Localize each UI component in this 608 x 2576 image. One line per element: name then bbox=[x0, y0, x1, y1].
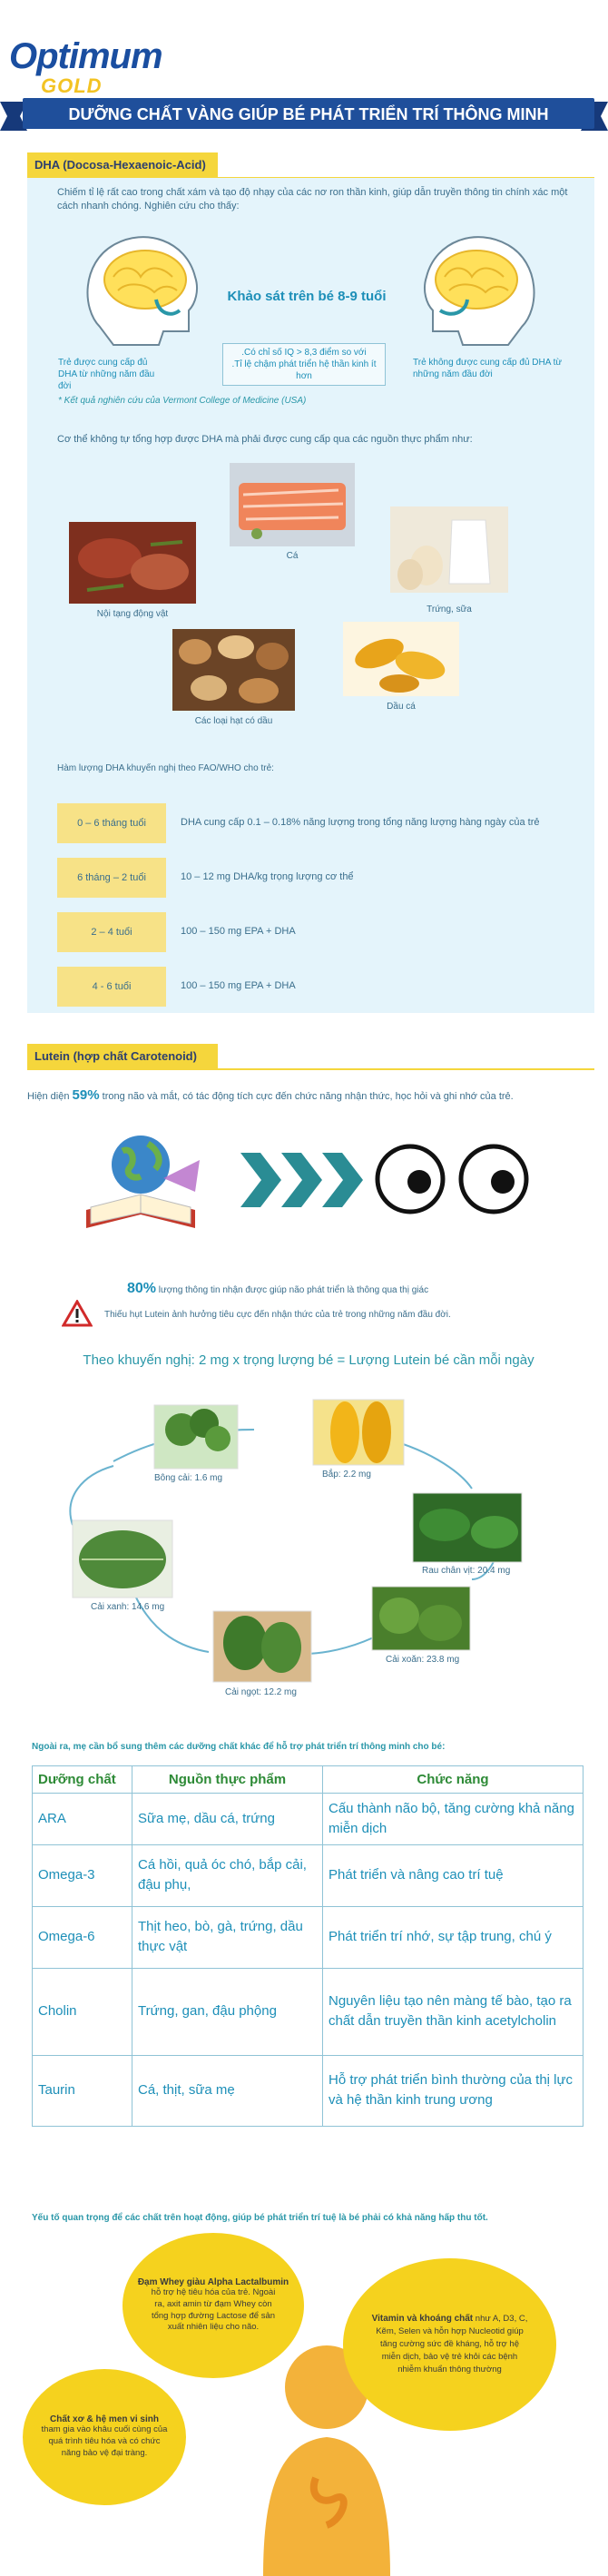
organ-meat-image bbox=[69, 522, 196, 604]
table-header-row bbox=[33, 1766, 583, 1794]
food-label-fish: Cá bbox=[286, 551, 299, 561]
table-header-cell: Nguồn thực phẩm bbox=[132, 1766, 323, 1794]
table-row bbox=[33, 1906, 583, 1968]
dha-age-row: 4 - 6 tuổi bbox=[57, 967, 166, 1007]
veg-label: Bắp: 2.2 mg bbox=[322, 1470, 371, 1480]
veg-label: Rau chân vịt: 20.4 mg bbox=[422, 1566, 511, 1576]
bubble-fiber-text: tham gia vào khâu cuối cùng của quá trình tiêu hóa và có chức năng bảo vệ đại tràng. bbox=[41, 2424, 168, 2458]
function-cell: Hỗ trợ phát triển bình thường của thị lực và hệ thần kinh trung ương bbox=[323, 2055, 583, 2126]
brain-head-icon bbox=[413, 227, 549, 354]
dha-section-header bbox=[27, 152, 594, 179]
bubble-whey-title: Đạm Whey giàu Alpha Lactalbumin bbox=[137, 2276, 289, 2287]
dha-amount: DHA cung cấp 0.1 – 0.18% năng lượng trong tổng năng lượng hàng ngày của trẻ bbox=[181, 817, 540, 828]
nutrient-cell: Omega-3 bbox=[33, 1844, 132, 1906]
warning-icon bbox=[62, 1300, 93, 1327]
bubble-whey bbox=[123, 2233, 304, 2378]
salmon-image bbox=[230, 463, 355, 546]
presence-prefix: Hiện diện bbox=[27, 1091, 73, 1102]
table-row bbox=[33, 1794, 583, 1845]
broccoli-image bbox=[154, 1405, 238, 1469]
absorb-intro: Yếu tố quan trọng để các chất trên hoạt động, giúp bé phát triển trí tuệ là bé phải có khả năng hấp thu tốt. bbox=[32, 2213, 488, 2223]
bubble-whey-text: hỗ trợ hệ tiêu hóa của trẻ. Ngoài ra, axit amin từ đạm Whey còn tổng hợp đường Lactose để sản xuất nhiên liệu cho não. bbox=[151, 2286, 276, 2333]
nutrient-cell: Cholin bbox=[33, 1968, 132, 2055]
bubble-vitamin-text bbox=[370, 2313, 529, 2375]
nutrient-cell: Omega-6 bbox=[33, 1906, 132, 1968]
dha-age-row: 0 – 6 tháng tuổi bbox=[57, 803, 166, 843]
table-header-cell: Chức năng bbox=[323, 1766, 583, 1794]
book-globe-icon bbox=[77, 1124, 204, 1242]
bok-choy-image bbox=[213, 1611, 311, 1682]
source-cell: Sữa mẹ, dầu cá, trứng bbox=[132, 1794, 323, 1845]
dha-sources-intro: Cơ thể không tự tổng hợp được DHA mà phải được cung cấp qua các nguồn thực phẩm như: bbox=[57, 434, 473, 445]
survey-note-2: .Tỉ lệ chậm phát triển hệ thần kinh ít hơn bbox=[231, 359, 377, 381]
page-title: DƯỠNG CHẤT VÀNG GIÚP BÉ PHÁT TRIỂN TRÍ THÔNG MINH bbox=[68, 105, 549, 123]
left-caption: Trẻ được cung cấp đủ DHA từ những năm đầu đời bbox=[58, 358, 155, 391]
food-label-egg-milk: Trứng, sữa bbox=[427, 605, 472, 615]
nutrient-table bbox=[32, 1765, 583, 2127]
nuts-image bbox=[172, 629, 295, 711]
lutein-header-label: Lutein (hợp chất Carotenoid) bbox=[27, 1044, 218, 1068]
food-label-organ: Nội tạng động vật bbox=[96, 609, 169, 619]
veg-label: Cải xanh: 14.6 mg bbox=[91, 1602, 165, 1612]
food-label-nuts: Các loại hạt có dầu bbox=[194, 716, 273, 726]
lutein-header-line bbox=[27, 1068, 594, 1070]
spinach-image bbox=[413, 1493, 522, 1562]
corn-image bbox=[313, 1400, 404, 1465]
lutein-formula: Theo khuyến nghị: 2 mg x trọng lượng bé = Lượng Lutein bé cần mỗi ngày bbox=[83, 1352, 534, 1368]
veg-label: Bông cải: 1.6 mg bbox=[154, 1473, 223, 1483]
source-cell: Cá, thịt, sữa mẹ bbox=[132, 2055, 323, 2126]
percent-80-text: lượng thông tin nhận được giúp não phát triển là thông qua thị giác bbox=[156, 1285, 429, 1295]
dha-age-row: 6 tháng – 2 tuổi bbox=[57, 858, 166, 898]
logo-gold-text: GOLD bbox=[41, 74, 103, 97]
bubble-vitamin-body: như A, D3, C, Kẽm, Selen và hỗn hợp Nucleotid giúp tăng cường sức đề kháng, hỗ trợ hệ miễn dịch, bảo vệ trẻ khỏi các bệnh nhiễm khuẩn thông thường bbox=[376, 2314, 528, 2374]
logo-main-text: Optimum bbox=[9, 36, 162, 76]
dha-intro: Chiếm tỉ lệ rất cao trong chất xám và tạo độ nhạy của các nơ ron thần kinh, giúp dẫn truyền thông tin chính xác một cách nhanh chóng. Nghiên cứu cho thấy: bbox=[57, 187, 568, 211]
dha-header-label: DHA (Docosa-Hexaenoic-Acid) bbox=[27, 152, 218, 177]
function-cell: Phát triển và nâng cao trí tuệ bbox=[323, 1844, 583, 1906]
right-caption: Trẻ không được cung cấp đủ DHA từ những năm đầu đời bbox=[413, 358, 563, 379]
table-row bbox=[33, 1968, 583, 2055]
veg-label: Cải xoăn: 23.8 mg bbox=[386, 1655, 460, 1665]
egg-milk-image bbox=[390, 506, 508, 593]
bubble-vitamin bbox=[343, 2258, 556, 2431]
bubble-fiber bbox=[23, 2369, 186, 2505]
research-source: * Kết quả nghiên cứu của Vermont College of Medicine (USA) bbox=[58, 396, 307, 406]
function-cell: Cấu thành não bộ, tăng cường khả năng miễn dịch bbox=[323, 1794, 583, 1845]
lutein-80-line bbox=[127, 1280, 581, 1299]
survey-title: Khảo sát trên bé 8-9 tuổi bbox=[227, 289, 387, 304]
percent-80: 80% bbox=[127, 1281, 157, 1296]
table-row bbox=[33, 2055, 583, 2126]
vegetable-ring bbox=[0, 1389, 608, 1734]
source-cell: Thịt heo, bò, gà, trứng, dầu thực vật bbox=[132, 1906, 323, 1968]
title-banner bbox=[0, 91, 608, 133]
mustard-greens-image bbox=[73, 1520, 172, 1598]
lutein-presence bbox=[27, 1086, 590, 1105]
dha-recommend-intro: Hàm lượng DHA khuyến nghị theo FAO/WHO cho trẻ: bbox=[57, 763, 274, 773]
function-cell: Nguyên liệu tạo nên màng tế bào, tạo ra chất dẫn truyền thần kinh acetylcholin bbox=[323, 1968, 583, 2055]
presence-percent: 59% bbox=[72, 1087, 100, 1103]
table-header-cell: Dưỡng chất bbox=[33, 1766, 132, 1794]
fish-oil-image bbox=[343, 622, 459, 696]
dha-age-row: 2 – 4 tuổi bbox=[57, 912, 166, 952]
eyes-icon bbox=[372, 1142, 535, 1216]
dha-amount: 100 – 150 mg EPA + DHA bbox=[181, 980, 296, 991]
survey-note-1: .Có chỉ số IQ > 8,3 điểm so với bbox=[241, 348, 367, 358]
brain-head-icon bbox=[73, 227, 209, 354]
lutein-section-header bbox=[27, 1044, 594, 1070]
food-label-oil: Dầu cá bbox=[387, 702, 416, 712]
veg-label: Cải ngọt: 12.2 mg bbox=[225, 1687, 297, 1697]
presence-suffix: trong não và mắt, có tác động tích cực đến chức năng nhận thức, học hỏi và ghi nhớ của trẻ. bbox=[99, 1091, 514, 1102]
dha-amount: 10 – 12 mg DHA/kg trọng lượng cơ thể bbox=[181, 871, 354, 882]
dha-amount: 100 – 150 mg EPA + DHA bbox=[181, 926, 296, 937]
source-cell: Trứng, gan, đậu phộng bbox=[132, 1968, 323, 2055]
nutrient-cell: ARA bbox=[33, 1794, 132, 1845]
lutein-warning: Thiếu hụt Lutein ảnh hưởng tiêu cực đến nhận thức của trẻ trong những năm đầu đời. bbox=[104, 1310, 451, 1320]
kale-image bbox=[372, 1587, 470, 1650]
function-cell: Phát triển trí nhớ, sự tập trung, chú ý bbox=[323, 1906, 583, 1968]
bubble-fiber-title: Chất xơ & hệ men vi sinh bbox=[50, 2414, 159, 2425]
bubble-vitamin-title: Vitamin và khoáng chất bbox=[371, 2314, 474, 2325]
chevron-right-icon bbox=[240, 1153, 363, 1207]
nutrient-cell: Taurin bbox=[33, 2055, 132, 2126]
source-cell: Cá hồi, quả óc chó, bắp cải, đậu phụ, bbox=[132, 1844, 323, 1906]
survey-notes bbox=[222, 343, 386, 386]
table-row bbox=[33, 1844, 583, 1906]
other-intro: Ngoài ra, mẹ cần bổ sung thêm các dưỡng chất khác để hỗ trợ phát triển trí thông minh cho bé: bbox=[32, 1742, 446, 1752]
